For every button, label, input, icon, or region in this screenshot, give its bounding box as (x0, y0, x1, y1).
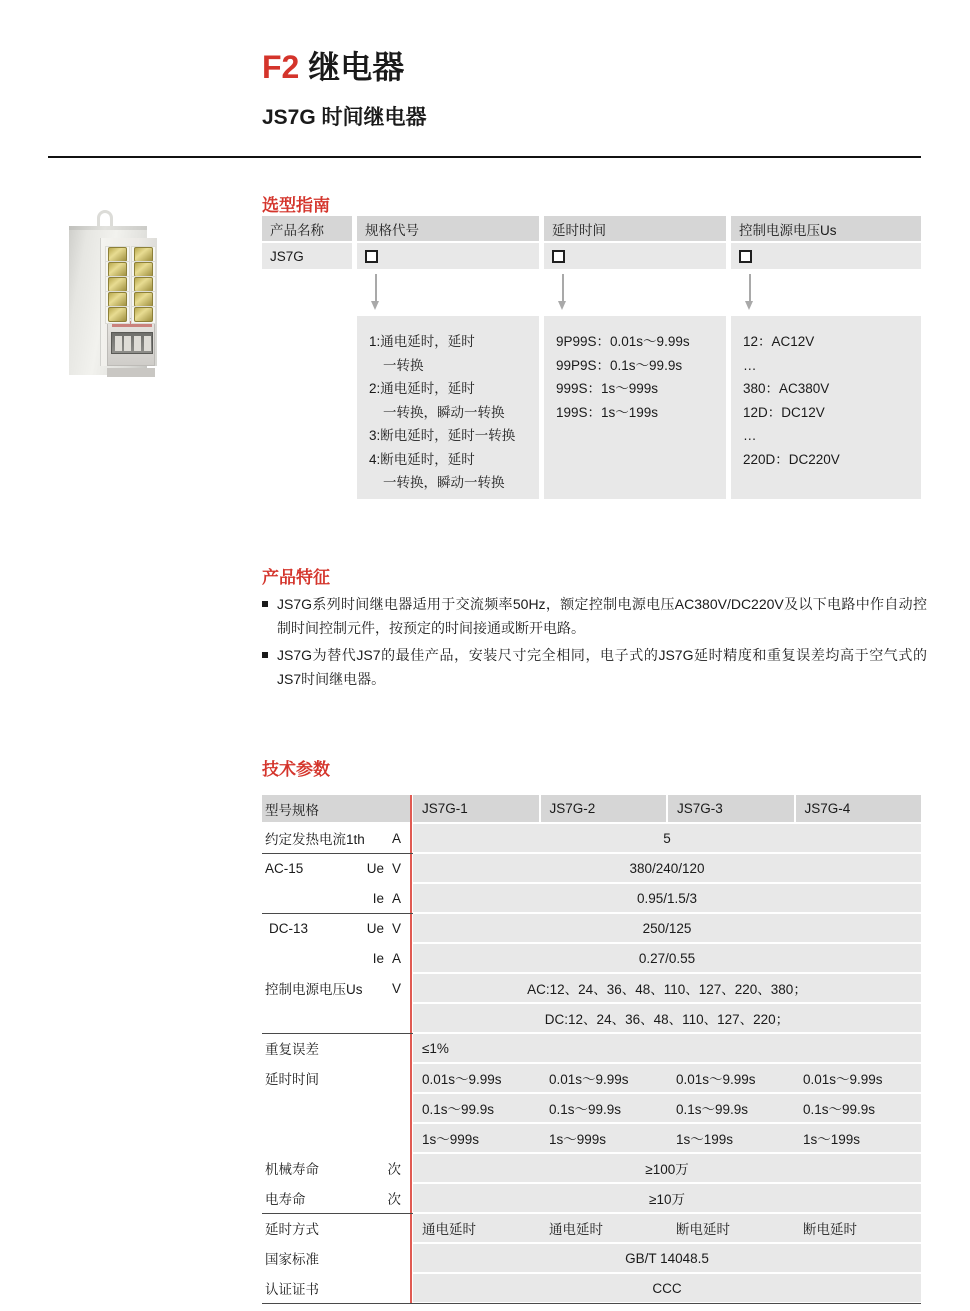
tech-table-row (262, 1094, 921, 1122)
tech-row-value: 380/240/120 (413, 854, 921, 882)
page-title-accent: F2 (262, 49, 300, 85)
checkbox-icon[interactable] (552, 250, 565, 263)
sg-value-control-voltage (731, 243, 921, 269)
product-digit (124, 336, 131, 351)
tech-value-cell: 1s～199s (803, 1132, 861, 1147)
tech-row-label (262, 1004, 410, 1032)
tech-row-label-text: 国家标准 (265, 1252, 319, 1267)
tech-row-value: ≤1% (413, 1034, 921, 1062)
sg-header-label: 延时时间 (544, 216, 726, 241)
feature-item: JS7G系列时间继电器适用于交流频率50Hz，额定控制电源电压AC380V/DC220V及以下电路中作自动控制时间控制元件，按预定的时间接通或断开电路。 (262, 592, 927, 640)
tech-row-value: ≥10万 (413, 1184, 921, 1212)
tech-row-label (262, 1154, 410, 1182)
tech-table-row (262, 914, 921, 942)
tech-row-label (262, 1034, 410, 1062)
tech-table-row (262, 1244, 921, 1272)
tech-row-label (262, 1094, 410, 1122)
tech-row-label (262, 944, 410, 972)
tech-row-label-text: AC-15 (265, 860, 304, 876)
sg-detail-line: 4:断电延时，延时 (369, 451, 475, 467)
sg-column-delay-time (544, 216, 726, 269)
tech-value-cell: 0.01s～9.99s (676, 1072, 756, 1087)
tech-table-row (262, 854, 921, 882)
tech-model-header-cell: JS7G-2 (541, 795, 667, 822)
product-terminal-screw (108, 292, 127, 307)
sg-detail-line: 9P99S：0.01s～9.99s (556, 334, 690, 349)
tech-row-label-text: 控制电源电压Us (265, 982, 363, 997)
product-terminal-screw (134, 247, 153, 262)
selection-guide-heading: 选型指南 (262, 196, 330, 215)
tech-row-label (262, 884, 410, 912)
sg-detail-line: 99P9S：0.1s～99.9s (556, 357, 683, 373)
checkbox-icon[interactable] (365, 250, 378, 263)
product-display-panel (107, 318, 155, 366)
tech-table-bottom-rule (262, 1303, 921, 1304)
tech-header-row (262, 795, 921, 822)
sg-column-spec-code (357, 216, 539, 269)
tech-row-values (413, 1064, 921, 1092)
tech-row-value: 0.95/1.5/3 (413, 884, 921, 912)
tech-table-row (262, 944, 921, 972)
tech-row-value: 0.27/0.55 (413, 944, 921, 972)
sg-detail-line: 220D：DC220V (743, 451, 840, 467)
sg-detail-delay-time (544, 316, 726, 499)
tech-value-cell: 0.1s～99.9s (676, 1102, 749, 1117)
sg-detail-line: 1:通电延时，延时 (369, 334, 475, 349)
tech-row-unit-symbol: Ue (366, 860, 384, 876)
tech-row-value: 5 (413, 824, 921, 852)
tech-table-row (262, 884, 921, 912)
tech-table-row (262, 1184, 921, 1212)
product-digit (144, 336, 151, 351)
tech-value-cell: 0.1s～99.9s (422, 1102, 495, 1117)
sg-detail-line: 一转换，瞬动一转换 (383, 475, 505, 490)
tech-row-label-text: DC-13 (269, 920, 309, 936)
sg-value-delay-time (544, 243, 726, 269)
tech-row-unit-symbol: Ie (372, 890, 384, 906)
sg-detail-line: 12：AC12V (743, 334, 815, 349)
tech-row-unit: A (391, 830, 401, 846)
sg-value-spec-code (357, 243, 539, 269)
tech-model-header-cell: JS7G-4 (796, 795, 922, 822)
tech-value-cell: 通电延时 (422, 1222, 476, 1237)
tech-row-unit: V (391, 920, 401, 936)
page-title-rest: 继电器 (299, 49, 405, 85)
tech-row-label (262, 974, 410, 1002)
product-terminal-screw (134, 277, 153, 292)
tech-value-cell: 断电延时 (676, 1222, 730, 1237)
tech-row-value: CCC (413, 1274, 921, 1302)
sg-detail-line: 一转换，瞬动一转换 (383, 404, 505, 420)
tech-value-cell: 1s～999s (549, 1132, 607, 1147)
tech-table-row (262, 1034, 921, 1062)
sg-header-label: 控制电源电压Us (731, 216, 921, 241)
tech-row-label (262, 824, 410, 852)
tech-row-label-text: 机械寿命 (265, 1162, 319, 1177)
features-list (262, 592, 927, 694)
product-terminal-screw (108, 277, 127, 292)
tech-table-row (262, 1064, 921, 1092)
tech-value-cell: 通电延时 (549, 1222, 603, 1237)
tech-value-cell: 0.1s～99.9s (803, 1102, 876, 1117)
tech-row-value: 250/125 (413, 914, 921, 942)
tech-model-label: 型号规格 (262, 795, 410, 822)
sg-detail-line: 380：AC380V (743, 381, 830, 396)
product-terminal-screw (134, 307, 153, 322)
tech-row-label-text: 重复误差 (265, 1042, 319, 1057)
sg-detail-line: … (743, 428, 757, 443)
tech-row-value: GB/T 14048.5 (413, 1244, 921, 1272)
sg-detail-line: … (743, 357, 757, 373)
product-terminal-screw (134, 292, 153, 307)
tech-group-separator (262, 853, 413, 854)
tech-row-label (262, 854, 410, 882)
tech-value-cell: 0.01s～9.99s (422, 1072, 502, 1087)
tech-row-label-text: 电寿命 (265, 1192, 306, 1207)
page-title (262, 42, 404, 88)
product-digit-window (111, 332, 153, 354)
tech-row-value: ≥100万 (413, 1154, 921, 1182)
tech-value-cell: 1s～999s (422, 1132, 480, 1147)
sg-detail-line: 2:通电延时，延时 (369, 381, 475, 396)
tech-table-row (262, 1214, 921, 1242)
sg-detail-line: 999S：1s～999s (556, 381, 659, 396)
tech-row-label (262, 1124, 410, 1152)
sg-header-label: 规格代号 (357, 216, 539, 241)
sg-detail-spec-code (357, 316, 539, 499)
tech-row-label-text: 延时方式 (265, 1222, 319, 1237)
tech-column-divider (410, 795, 412, 1304)
tech-row-value: AC:12、24、36、48、110、127、220、380； (413, 974, 921, 1002)
tech-row-values (413, 1124, 921, 1152)
product-base (107, 368, 155, 377)
product-terminal-screw (108, 247, 127, 262)
product-terminal-screw (108, 307, 127, 322)
sg-detail-control-voltage (731, 316, 921, 499)
tech-row-unit: V (391, 980, 401, 996)
arrow-down-icon (558, 274, 567, 310)
sg-column-control-voltage (731, 216, 921, 269)
tech-table-row (262, 974, 921, 1002)
features-heading: 产品特征 (262, 568, 330, 587)
tech-row-values (413, 1214, 921, 1242)
tech-table (262, 795, 921, 1304)
product-digit (134, 336, 141, 351)
arrow-down-icon (745, 274, 754, 310)
sg-detail-line: 一转换 (383, 357, 424, 373)
sg-detail-line: 199S：1s～199s (556, 404, 659, 420)
arrow-down-icon (371, 274, 380, 310)
tech-row-unit: 次 (387, 1162, 401, 1177)
sg-column-product-name (262, 216, 352, 269)
tech-row-label (262, 914, 410, 942)
tech-row-label-text: 认证证书 (265, 1282, 319, 1297)
sg-header-label: 产品名称 (262, 216, 352, 241)
page-subtitle: JS7G 时间继电器 (262, 106, 427, 129)
tech-row-values (413, 1094, 921, 1122)
tech-table-row (262, 1124, 921, 1152)
tech-value-cell: 1s～199s (676, 1132, 734, 1147)
header-divider (48, 156, 921, 158)
product-digit (115, 336, 122, 351)
tech-group-separator (262, 1033, 413, 1034)
tech-table-row (262, 1004, 921, 1032)
tech-row-unit: A (391, 890, 401, 906)
tech-value-cell: 0.01s～9.99s (803, 1072, 883, 1087)
tech-model-headers (413, 795, 921, 822)
tech-row-unit: V (391, 860, 401, 876)
sg-value-product-name: JS7G (262, 243, 352, 269)
tech-row-label (262, 1064, 410, 1092)
tech-row-unit-symbol: Ue (366, 920, 384, 936)
sg-detail-line: 12D：DC12V (743, 404, 825, 420)
tech-row-label (262, 1214, 410, 1242)
tech-value-cell: 0.1s～99.9s (549, 1102, 622, 1117)
tech-value-cell: 0.01s～9.99s (549, 1072, 629, 1087)
tech-row-label-text: 约定发热电流1th (265, 832, 365, 847)
sg-detail-line: 3:断电延时，延时一转换 (369, 428, 516, 443)
tech-row-unit: A (391, 950, 401, 966)
tech-row-label (262, 1184, 410, 1212)
tech-heading: 技术参数 (262, 760, 330, 779)
feature-item: JS7G为替代JS7的最佳产品，安装尺寸完全相同，电子式的JS7G延时精度和重复误差均高于空气式的JS7时间继电器。 (262, 643, 927, 691)
tech-table-row (262, 1154, 921, 1182)
tech-table-row (262, 824, 921, 852)
tech-row-value: DC:12、24、36、48、110、127、220； (413, 1004, 921, 1032)
tech-row-unit-symbol: Ie (372, 950, 384, 966)
tech-row-label (262, 1244, 410, 1272)
tech-table-row (262, 1274, 921, 1302)
tech-row-unit: 次 (387, 1192, 401, 1207)
tech-value-cell: 断电延时 (803, 1222, 857, 1237)
tech-group-separator (262, 1213, 413, 1214)
tech-group-separator (262, 913, 413, 914)
tech-row-label-text: 延时时间 (265, 1072, 319, 1087)
tech-model-header-cell: JS7G-3 (668, 795, 794, 822)
product-terminal-screw (134, 262, 153, 277)
product-terminal-screw (108, 262, 127, 277)
tech-row-label (262, 1274, 410, 1302)
tech-model-header-cell: JS7G-1 (413, 795, 539, 822)
product-photo (55, 200, 175, 390)
checkbox-icon[interactable] (739, 250, 752, 263)
